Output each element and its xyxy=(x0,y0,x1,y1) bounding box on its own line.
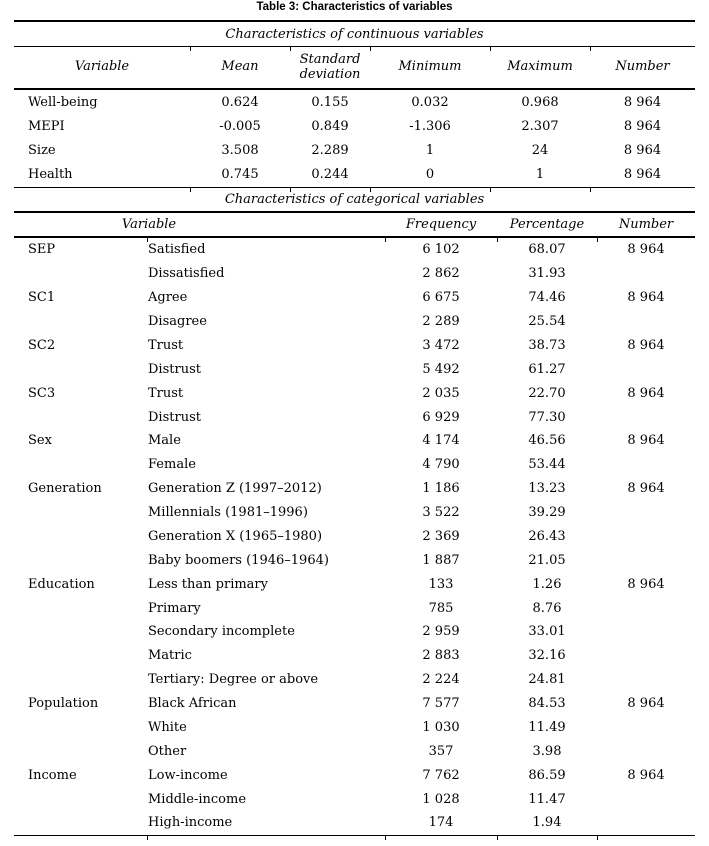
column-divider-tick xyxy=(385,836,386,840)
column-divider-tick xyxy=(190,188,191,192)
horizontal-rule-bottom xyxy=(14,835,695,836)
cell-number: 8 964 xyxy=(627,433,665,449)
cell-category: Black African xyxy=(148,696,237,712)
cell-percentage: 11.47 xyxy=(528,791,566,807)
cell-percentage: 84.53 xyxy=(528,696,566,712)
cell-number: 8 964 xyxy=(623,94,662,110)
horizontal-rule-continuous-bottom xyxy=(14,187,695,188)
cell-maximum: 0.968 xyxy=(521,94,559,110)
categorical-table-row xyxy=(14,262,695,286)
cell-category: Low-income xyxy=(148,767,228,783)
cell-frequency: 2 883 xyxy=(422,648,460,664)
continuous-rows xyxy=(14,90,695,187)
categorical-table-row xyxy=(14,811,695,835)
cell-frequency: 5 492 xyxy=(422,361,460,377)
categorical-table-row xyxy=(14,787,695,811)
cell-number: 8 964 xyxy=(623,143,662,159)
column-divider-tick xyxy=(597,238,598,242)
cell-frequency: 1 186 xyxy=(422,481,460,497)
cell-category: Secondary incomplete xyxy=(148,624,295,640)
cell-frequency: 4 790 xyxy=(422,457,460,473)
cell-standard-deviation: 2.289 xyxy=(311,143,349,159)
cell-frequency: 6 675 xyxy=(422,290,460,306)
column-header-variable: Variable xyxy=(74,59,130,75)
cell-percentage: 22.70 xyxy=(528,385,566,401)
cell-frequency: 2 369 xyxy=(422,528,460,544)
categorical-table-row xyxy=(14,716,695,740)
cell-variable: Income xyxy=(28,767,77,783)
cell-variable: Health xyxy=(28,167,73,183)
cell-variable: MEPI xyxy=(28,118,65,134)
cell-category: High-income xyxy=(148,815,233,831)
cell-number: 8 964 xyxy=(627,385,665,401)
categorical-table-row xyxy=(14,572,695,596)
categorical-table-row xyxy=(14,357,695,381)
cell-minimum: -1.306 xyxy=(409,118,451,134)
cell-category: Millennials (1981–1996) xyxy=(148,505,308,521)
cell-variable: Education xyxy=(28,576,95,592)
cell-standard-deviation: 0.155 xyxy=(311,94,349,110)
cell-frequency: 2 862 xyxy=(422,266,460,282)
cell-category: Male xyxy=(148,433,181,449)
cell-percentage: 11.49 xyxy=(528,719,566,735)
column-header-percentage: Percentage xyxy=(509,217,585,232)
cell-mean: -0.005 xyxy=(219,118,261,134)
continuous-table-row xyxy=(14,90,695,114)
categorical-table-row xyxy=(14,453,695,477)
column-divider-tick xyxy=(385,238,386,242)
cell-percentage: 38.73 xyxy=(528,337,566,353)
cell-number: 8 964 xyxy=(627,696,665,712)
cell-percentage: 46.56 xyxy=(528,433,566,449)
categorical-table-row xyxy=(14,596,695,620)
cell-standard-deviation: 0.849 xyxy=(311,118,349,134)
cell-category: Trust xyxy=(148,337,184,353)
column-divider-tick xyxy=(147,238,148,242)
categorical-table-row xyxy=(14,692,695,716)
cell-frequency: 133 xyxy=(428,576,454,592)
cell-variable: Generation xyxy=(28,481,102,497)
cell-mean: 3.508 xyxy=(221,143,259,159)
cell-frequency: 357 xyxy=(428,743,454,759)
cell-category: Satisfied xyxy=(148,242,206,258)
cell-frequency: 2 289 xyxy=(422,314,460,330)
cell-category: Dissatisfied xyxy=(148,266,225,282)
column-divider-tick xyxy=(370,47,371,51)
categorical-table-row xyxy=(14,739,695,763)
categorical-table-row xyxy=(14,644,695,668)
column-header-variable: Variable xyxy=(121,217,177,232)
cell-number: 8 964 xyxy=(627,290,665,306)
column-header-maximum: Maximum xyxy=(507,59,573,75)
column-divider-tick xyxy=(190,47,191,51)
cell-frequency: 785 xyxy=(428,600,454,616)
cell-category: Matric xyxy=(148,648,192,664)
column-divider-tick xyxy=(590,47,591,51)
cell-frequency: 3 472 xyxy=(422,337,460,353)
column-header-number: Number xyxy=(615,59,670,75)
cell-frequency: 1 887 xyxy=(422,552,460,568)
cell-category: Baby boomers (1946–1964) xyxy=(148,552,329,568)
column-divider-tick xyxy=(497,836,498,840)
categorical-table-row xyxy=(14,477,695,501)
continuous-table-row xyxy=(14,114,695,138)
categorical-table-row xyxy=(14,286,695,310)
cell-frequency: 174 xyxy=(428,815,454,831)
cell-variable: SC2 xyxy=(28,337,56,353)
column-header-standard-deviation: Standard deviation xyxy=(299,51,361,82)
column-divider-tick xyxy=(490,47,491,51)
cell-category: Middle-income xyxy=(148,791,247,807)
cell-percentage: 3.98 xyxy=(532,743,562,759)
cell-frequency: 6 929 xyxy=(422,409,460,425)
cell-percentage: 74.46 xyxy=(528,290,566,306)
table-title: Table 3: Characteristics of variables xyxy=(256,1,453,13)
cell-category: Trust xyxy=(148,385,184,401)
cell-frequency: 7 577 xyxy=(422,696,460,712)
cell-percentage: 13.23 xyxy=(528,481,566,497)
cell-percentage: 33.01 xyxy=(528,624,566,640)
cell-number: 8 964 xyxy=(627,337,665,353)
cell-category: Generation X (1965–1980) xyxy=(148,528,323,544)
cell-percentage: 68.07 xyxy=(528,242,566,258)
categorical-table-row xyxy=(14,405,695,429)
cell-variable: Size xyxy=(28,143,56,159)
cell-number: 8 964 xyxy=(627,242,665,258)
categorical-table-row xyxy=(14,525,695,549)
cell-maximum: 2.307 xyxy=(521,118,559,134)
column-divider-tick xyxy=(290,188,291,192)
column-header-mean: Mean xyxy=(221,59,259,75)
cell-percentage: 21.05 xyxy=(528,552,566,568)
cell-mean: 0.745 xyxy=(221,167,259,183)
categorical-table-row xyxy=(14,381,695,405)
cell-standard-deviation: 0.244 xyxy=(311,167,349,183)
cell-percentage: 1.94 xyxy=(532,815,562,831)
cell-category: Primary xyxy=(148,600,201,616)
cell-frequency: 1 028 xyxy=(422,791,460,807)
cell-minimum: 0 xyxy=(425,167,435,183)
categorical-rows xyxy=(14,238,695,835)
cell-percentage: 32.16 xyxy=(528,648,566,664)
cell-frequency: 6 102 xyxy=(422,242,460,258)
column-divider-tick xyxy=(147,836,148,840)
cell-frequency: 2 224 xyxy=(422,672,460,688)
cell-frequency: 1 030 xyxy=(422,719,460,735)
cell-frequency: 7 762 xyxy=(422,767,460,783)
cell-percentage: 31.93 xyxy=(528,266,566,282)
cell-maximum: 24 xyxy=(531,143,549,159)
categorical-table-row xyxy=(14,548,695,572)
cell-category: Generation Z (1997–2012) xyxy=(148,481,322,497)
cell-category: Female xyxy=(148,457,196,473)
cell-percentage: 77.30 xyxy=(528,409,566,425)
categorical-header-row xyxy=(14,213,695,236)
column-divider-tick xyxy=(590,188,591,192)
cell-number: 8 964 xyxy=(623,167,662,183)
cell-percentage: 26.43 xyxy=(528,528,566,544)
cell-percentage: 39.29 xyxy=(528,505,566,521)
column-divider-tick xyxy=(597,836,598,840)
categorical-table-row xyxy=(14,501,695,525)
cell-percentage: 86.59 xyxy=(528,767,566,783)
cell-percentage: 53.44 xyxy=(528,457,566,473)
cell-number: 8 964 xyxy=(627,576,665,592)
cell-percentage: 8.76 xyxy=(532,600,562,616)
cell-category: Less than primary xyxy=(148,576,268,592)
cell-frequency: 4 174 xyxy=(422,433,460,449)
cell-minimum: 1 xyxy=(425,143,435,159)
continuous-table-row xyxy=(14,139,695,163)
column-header-number: Number xyxy=(618,217,674,232)
cell-percentage: 61.27 xyxy=(528,361,566,377)
cell-category: Distrust xyxy=(148,409,201,425)
column-header-frequency: Frequency xyxy=(405,217,477,232)
cell-frequency: 2 959 xyxy=(422,624,460,640)
cell-number: 8 964 xyxy=(627,767,665,783)
cell-category: Disagree xyxy=(148,314,207,330)
cell-category: Other xyxy=(148,743,187,759)
cell-percentage: 1.26 xyxy=(532,576,562,592)
cell-variable: Population xyxy=(28,696,99,712)
categorical-table-row xyxy=(14,668,695,692)
cell-category: Tertiary: Degree or above xyxy=(148,672,319,688)
cell-percentage: 24.81 xyxy=(528,672,566,688)
column-divider-tick xyxy=(497,238,498,242)
cell-percentage: 25.54 xyxy=(528,314,566,330)
cell-category: Agree xyxy=(148,290,188,306)
cell-variable: Well-being xyxy=(28,94,98,110)
cell-variable: SC1 xyxy=(28,290,56,306)
categorical-table-row xyxy=(14,620,695,644)
cell-category: White xyxy=(148,719,187,735)
column-header-minimum: Minimum xyxy=(398,59,462,75)
cell-variable: SC3 xyxy=(28,385,56,401)
continuous-header-row xyxy=(14,47,695,88)
categorical-table-row xyxy=(14,334,695,358)
column-divider-tick xyxy=(370,188,371,192)
column-divider-tick xyxy=(290,47,291,51)
continuous-section-title: Characteristics of continuous variables xyxy=(225,27,484,42)
categorical-table-row xyxy=(14,763,695,787)
categorical-table-row xyxy=(14,310,695,334)
cell-category: Distrust xyxy=(148,361,201,377)
cell-frequency: 3 522 xyxy=(422,505,460,521)
continuous-table-row xyxy=(14,163,695,187)
cell-variable: SEP xyxy=(28,242,56,258)
categorical-table-row xyxy=(14,238,695,262)
cell-maximum: 1 xyxy=(535,167,545,183)
cell-variable: Sex xyxy=(28,433,52,449)
horizontal-rule-top xyxy=(14,20,695,22)
categorical-section-title: Characteristics of categorical variables xyxy=(224,192,485,207)
cell-mean: 0.624 xyxy=(221,94,259,110)
cell-number: 8 964 xyxy=(623,118,662,134)
column-divider-tick xyxy=(490,188,491,192)
cell-frequency: 2 035 xyxy=(422,385,460,401)
cell-number: 8 964 xyxy=(627,481,665,497)
cell-minimum: 0.032 xyxy=(411,94,449,110)
categorical-table-row xyxy=(14,429,695,453)
